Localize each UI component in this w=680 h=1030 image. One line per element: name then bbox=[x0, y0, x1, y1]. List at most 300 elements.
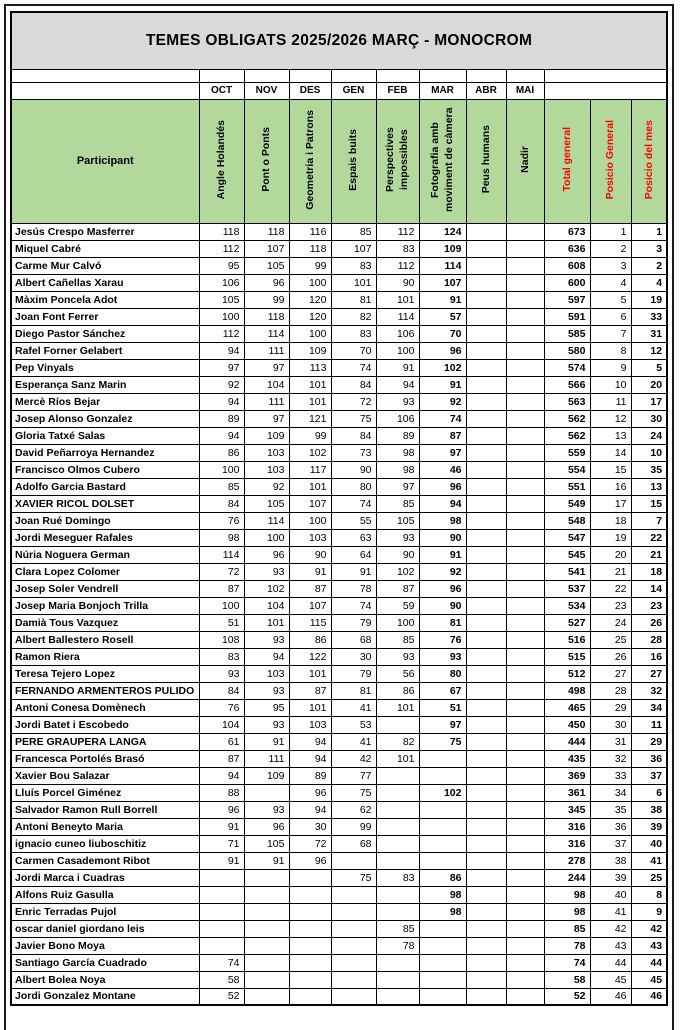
score-cell-des: 118 bbox=[289, 240, 331, 257]
month-header-mai: MAI bbox=[506, 82, 544, 99]
spacer-cell bbox=[466, 69, 506, 82]
pos-mes-cell: 24 bbox=[631, 427, 667, 444]
pos-general-cell: 46 bbox=[590, 988, 631, 1005]
score-cell-abr bbox=[466, 682, 506, 699]
pos-mes-cell: 41 bbox=[631, 852, 667, 869]
score-cell-feb: 85 bbox=[376, 631, 419, 648]
score-cell-feb: 93 bbox=[376, 393, 419, 410]
pos-general-cell: 17 bbox=[590, 495, 631, 512]
pos-mes-column-header bbox=[631, 99, 667, 223]
participant-name: Jordi Marca i Cuadras bbox=[11, 869, 199, 886]
score-cell-abr bbox=[466, 733, 506, 750]
total-cell: 512 bbox=[544, 665, 590, 682]
score-cell-des: 30 bbox=[289, 818, 331, 835]
score-cell-mar bbox=[419, 954, 466, 971]
score-cell-oct: 112 bbox=[199, 240, 244, 257]
participant-name: Miquel Cabré bbox=[11, 240, 199, 257]
score-cell-mar: 94 bbox=[419, 495, 466, 512]
score-cell-mai bbox=[506, 971, 544, 988]
score-cell-oct: 61 bbox=[199, 733, 244, 750]
spacer-cell bbox=[199, 69, 244, 82]
score-cell-des: 116 bbox=[289, 223, 331, 240]
score-cell-mar: 92 bbox=[419, 393, 466, 410]
participant-name: Jordi Meseguer Rafales bbox=[11, 529, 199, 546]
score-cell-mar: 76 bbox=[419, 631, 466, 648]
month-header-abr: ABR bbox=[466, 82, 506, 99]
score-cell-nov: 105 bbox=[244, 257, 289, 274]
pos-mes-cell: 15 bbox=[631, 495, 667, 512]
score-cell-des: 91 bbox=[289, 563, 331, 580]
participant-name: Josep Maria Bonjoch Trilla bbox=[11, 597, 199, 614]
pos-mes-cell: 13 bbox=[631, 478, 667, 495]
score-cell-mai bbox=[506, 835, 544, 852]
score-cell-abr bbox=[466, 257, 506, 274]
score-cell-feb: 112 bbox=[376, 257, 419, 274]
score-cell-mai bbox=[506, 937, 544, 954]
score-cell-feb: 112 bbox=[376, 223, 419, 240]
theme-label: Espais buits bbox=[347, 128, 360, 191]
score-cell-des bbox=[289, 869, 331, 886]
table-row bbox=[11, 410, 667, 427]
total-cell: 465 bbox=[544, 699, 590, 716]
total-cell: 636 bbox=[544, 240, 590, 257]
score-cell-nov: 93 bbox=[244, 716, 289, 733]
table-row bbox=[11, 954, 667, 971]
theme-column-header bbox=[466, 99, 506, 223]
participant-name: Joan Font Ferrer bbox=[11, 308, 199, 325]
score-cell-mai bbox=[506, 478, 544, 495]
score-cell-feb: 85 bbox=[376, 920, 419, 937]
score-cell-feb bbox=[376, 971, 419, 988]
participant-name: Josep Soler Vendrell bbox=[11, 580, 199, 597]
score-cell-feb bbox=[376, 818, 419, 835]
score-cell-mar: 96 bbox=[419, 342, 466, 359]
participant-name: oscar daniel giordano leis bbox=[11, 920, 199, 937]
score-cell-des: 90 bbox=[289, 546, 331, 563]
score-cell-nov: 103 bbox=[244, 665, 289, 682]
table-row bbox=[11, 818, 667, 835]
score-cell-gen: 99 bbox=[331, 818, 376, 835]
score-cell-mai bbox=[506, 631, 544, 648]
score-cell-abr bbox=[466, 410, 506, 427]
table-row bbox=[11, 716, 667, 733]
total-cell: 98 bbox=[544, 886, 590, 903]
score-cell-oct bbox=[199, 920, 244, 937]
pos-general-cell: 4 bbox=[590, 274, 631, 291]
score-cell-nov bbox=[244, 920, 289, 937]
score-cell-oct: 105 bbox=[199, 291, 244, 308]
score-cell-mai bbox=[506, 461, 544, 478]
total-cell: 78 bbox=[544, 937, 590, 954]
participant-name: Teresa Tejero Lopez bbox=[11, 665, 199, 682]
theme-column-header bbox=[199, 99, 244, 223]
score-cell-feb: 89 bbox=[376, 427, 419, 444]
table-row bbox=[11, 257, 667, 274]
pos-mes-cell: 30 bbox=[631, 410, 667, 427]
score-cell-nov: 93 bbox=[244, 801, 289, 818]
score-cell-oct: 100 bbox=[199, 461, 244, 478]
theme-column-header bbox=[331, 99, 376, 223]
pos-general-cell: 42 bbox=[590, 920, 631, 937]
spacer-row bbox=[11, 69, 667, 82]
table-row bbox=[11, 869, 667, 886]
score-cell-oct: 74 bbox=[199, 954, 244, 971]
spacer-cell bbox=[376, 69, 419, 82]
score-cell-mai bbox=[506, 750, 544, 767]
score-cell-abr bbox=[466, 716, 506, 733]
score-cell-abr bbox=[466, 461, 506, 478]
score-cell-nov: 111 bbox=[244, 393, 289, 410]
score-cell-mai bbox=[506, 699, 544, 716]
total-cell: 673 bbox=[544, 223, 590, 240]
score-cell-des: 103 bbox=[289, 529, 331, 546]
pos-general-cell: 7 bbox=[590, 325, 631, 342]
score-cell-gen: 62 bbox=[331, 801, 376, 818]
pos-mes-cell: 32 bbox=[631, 682, 667, 699]
participant-name: Albert Bolea Noya bbox=[11, 971, 199, 988]
score-cell-oct: 97 bbox=[199, 359, 244, 376]
score-cell-feb: 59 bbox=[376, 597, 419, 614]
total-cell: 278 bbox=[544, 852, 590, 869]
score-cell-mai bbox=[506, 444, 544, 461]
participant-name: Pep Vinyals bbox=[11, 359, 199, 376]
pos-general-cell: 20 bbox=[590, 546, 631, 563]
score-cell-des: 96 bbox=[289, 852, 331, 869]
score-cell-nov: 111 bbox=[244, 750, 289, 767]
participant-name: Santiago García Cuadrado bbox=[11, 954, 199, 971]
score-cell-abr bbox=[466, 614, 506, 631]
score-cell-nov: 109 bbox=[244, 427, 289, 444]
pos-general-cell: 1 bbox=[590, 223, 631, 240]
participant-name: Màxim Poncela Adot bbox=[11, 291, 199, 308]
participant-name: PERE GRAUPERA LANGA bbox=[11, 733, 199, 750]
score-cell-mar: 86 bbox=[419, 869, 466, 886]
score-cell-mar: 46 bbox=[419, 461, 466, 478]
theme-column-header bbox=[376, 99, 419, 223]
total-cell: 547 bbox=[544, 529, 590, 546]
pos-mes-cell: 20 bbox=[631, 376, 667, 393]
score-cell-feb bbox=[376, 835, 419, 852]
score-cell-feb bbox=[376, 903, 419, 920]
table-row bbox=[11, 393, 667, 410]
score-cell-feb: 87 bbox=[376, 580, 419, 597]
score-cell-oct: 76 bbox=[199, 699, 244, 716]
score-cell-feb: 93 bbox=[376, 529, 419, 546]
score-cell-mai bbox=[506, 342, 544, 359]
pos-mes-cell: 35 bbox=[631, 461, 667, 478]
score-cell-gen: 42 bbox=[331, 750, 376, 767]
score-cell-mar bbox=[419, 920, 466, 937]
score-cell-abr bbox=[466, 767, 506, 784]
score-cell-mar: 96 bbox=[419, 478, 466, 495]
month-header-mar: MAR bbox=[419, 82, 466, 99]
score-cell-mai bbox=[506, 291, 544, 308]
score-cell-nov: 95 bbox=[244, 699, 289, 716]
score-cell-abr bbox=[466, 784, 506, 801]
score-cell-abr bbox=[466, 529, 506, 546]
score-cell-mai bbox=[506, 818, 544, 835]
score-cell-abr bbox=[466, 291, 506, 308]
score-cell-gen: 81 bbox=[331, 291, 376, 308]
score-cell-mar: 91 bbox=[419, 546, 466, 563]
table-row bbox=[11, 682, 667, 699]
score-cell-oct: 100 bbox=[199, 308, 244, 325]
theme-label: Angle Holandés bbox=[215, 119, 228, 200]
pos-mes-cell: 31 bbox=[631, 325, 667, 342]
total-cell: 498 bbox=[544, 682, 590, 699]
pos-mes-cell: 40 bbox=[631, 835, 667, 852]
score-cell-oct: 98 bbox=[199, 529, 244, 546]
table-row bbox=[11, 308, 667, 325]
pos-mes-cell: 42 bbox=[631, 920, 667, 937]
participant-name: Antoni Beneyto Maria bbox=[11, 818, 199, 835]
table-row bbox=[11, 427, 667, 444]
pos-mes-cell: 1 bbox=[631, 223, 667, 240]
score-cell-nov: 99 bbox=[244, 291, 289, 308]
score-cell-oct: 86 bbox=[199, 444, 244, 461]
score-cell-nov: 91 bbox=[244, 852, 289, 869]
score-cell-mai bbox=[506, 869, 544, 886]
table-row bbox=[11, 359, 667, 376]
score-cell-nov: 103 bbox=[244, 444, 289, 461]
participant-column-header: Participant bbox=[11, 99, 199, 223]
score-cell-abr bbox=[466, 903, 506, 920]
total-cell: 537 bbox=[544, 580, 590, 597]
score-cell-feb: 101 bbox=[376, 750, 419, 767]
total-cell: 580 bbox=[544, 342, 590, 359]
score-cell-des: 99 bbox=[289, 257, 331, 274]
score-cell-feb: 83 bbox=[376, 240, 419, 257]
pos-general-cell: 12 bbox=[590, 410, 631, 427]
score-cell-nov: 105 bbox=[244, 835, 289, 852]
score-cell-gen: 53 bbox=[331, 716, 376, 733]
score-cell-feb: 56 bbox=[376, 665, 419, 682]
score-cell-gen: 64 bbox=[331, 546, 376, 563]
score-cell-nov: 101 bbox=[244, 614, 289, 631]
score-cell-abr bbox=[466, 648, 506, 665]
pos-general-cell: 8 bbox=[590, 342, 631, 359]
participant-name: Rafel Forner Gelabert bbox=[11, 342, 199, 359]
score-cell-oct: 52 bbox=[199, 988, 244, 1005]
pos-mes-cell: 36 bbox=[631, 750, 667, 767]
total-cell: 562 bbox=[544, 427, 590, 444]
pos-mes-cell: 9 bbox=[631, 903, 667, 920]
score-cell-abr bbox=[466, 937, 506, 954]
score-cell-mai bbox=[506, 495, 544, 512]
score-cell-abr bbox=[466, 699, 506, 716]
score-cell-gen: 85 bbox=[331, 223, 376, 240]
pos-general-cell: 2 bbox=[590, 240, 631, 257]
table-row bbox=[11, 342, 667, 359]
pos-mes-cell: 45 bbox=[631, 971, 667, 988]
score-cell-gen: 107 bbox=[331, 240, 376, 257]
participant-name: Francisco Olmos Cubero bbox=[11, 461, 199, 478]
score-cell-oct: 106 bbox=[199, 274, 244, 291]
score-cell-feb bbox=[376, 716, 419, 733]
pos-general-cell: 43 bbox=[590, 937, 631, 954]
spacer-cell bbox=[331, 69, 376, 82]
score-cell-des bbox=[289, 971, 331, 988]
table-row bbox=[11, 223, 667, 240]
score-cell-abr bbox=[466, 274, 506, 291]
pos-general-cell: 6 bbox=[590, 308, 631, 325]
score-cell-nov: 104 bbox=[244, 376, 289, 393]
pos-general-cell: 36 bbox=[590, 818, 631, 835]
score-cell-oct: 100 bbox=[199, 597, 244, 614]
pos-general-cell: 41 bbox=[590, 903, 631, 920]
score-cell-mar: 97 bbox=[419, 444, 466, 461]
score-cell-des: 103 bbox=[289, 716, 331, 733]
spacer-cell bbox=[419, 69, 466, 82]
score-cell-abr bbox=[466, 376, 506, 393]
score-cell-feb: 106 bbox=[376, 325, 419, 342]
score-cell-mai bbox=[506, 393, 544, 410]
pos-general-cell: 31 bbox=[590, 733, 631, 750]
score-cell-feb: 85 bbox=[376, 495, 419, 512]
score-cell-mai bbox=[506, 240, 544, 257]
score-cell-oct: 85 bbox=[199, 478, 244, 495]
total-cell: 527 bbox=[544, 614, 590, 631]
month-header-oct: OCT bbox=[199, 82, 244, 99]
theme-column-header bbox=[289, 99, 331, 223]
pos-mes-cell: 38 bbox=[631, 801, 667, 818]
score-cell-oct: 91 bbox=[199, 818, 244, 835]
score-cell-oct: 92 bbox=[199, 376, 244, 393]
participant-name: Esperança Sanz Marin bbox=[11, 376, 199, 393]
score-cell-gen: 30 bbox=[331, 648, 376, 665]
pos-mes-cell: 39 bbox=[631, 818, 667, 835]
score-cell-mai bbox=[506, 954, 544, 971]
score-cell-feb: 97 bbox=[376, 478, 419, 495]
score-cell-mai bbox=[506, 852, 544, 869]
score-cell-mai bbox=[506, 767, 544, 784]
table-row bbox=[11, 920, 667, 937]
pos-general-cell: 3 bbox=[590, 257, 631, 274]
score-cell-mai bbox=[506, 529, 544, 546]
pos-mes-cell: 21 bbox=[631, 546, 667, 563]
score-cell-mar: 107 bbox=[419, 274, 466, 291]
score-cell-abr bbox=[466, 920, 506, 937]
score-cell-gen bbox=[331, 937, 376, 954]
score-cell-gen: 68 bbox=[331, 631, 376, 648]
score-cell-des: 115 bbox=[289, 614, 331, 631]
score-cell-mar: 98 bbox=[419, 903, 466, 920]
table-row bbox=[11, 325, 667, 342]
column-header-row bbox=[11, 99, 667, 223]
score-cell-mar: 97 bbox=[419, 716, 466, 733]
table-row bbox=[11, 563, 667, 580]
total-column-header bbox=[544, 99, 590, 223]
participant-name: ignacio cuneo liuboschitiz bbox=[11, 835, 199, 852]
pos-general-cell: 29 bbox=[590, 699, 631, 716]
pos-mes-cell: 18 bbox=[631, 563, 667, 580]
total-cell: 549 bbox=[544, 495, 590, 512]
score-cell-des: 94 bbox=[289, 733, 331, 750]
score-cell-feb: 101 bbox=[376, 291, 419, 308]
score-cell-oct: 91 bbox=[199, 852, 244, 869]
pos-mes-cell: 25 bbox=[631, 869, 667, 886]
score-cell-des: 101 bbox=[289, 393, 331, 410]
score-cell-nov: 93 bbox=[244, 563, 289, 580]
score-cell-abr bbox=[466, 240, 506, 257]
score-cell-mai bbox=[506, 223, 544, 240]
participant-name: Jesús Crespo Masferrer bbox=[11, 223, 199, 240]
score-cell-feb: 114 bbox=[376, 308, 419, 325]
score-cell-des bbox=[289, 920, 331, 937]
score-cell-mar: 51 bbox=[419, 699, 466, 716]
months-row-empty-cell bbox=[544, 82, 667, 99]
months-row-empty-cell bbox=[11, 82, 199, 99]
score-cell-mai bbox=[506, 733, 544, 750]
score-cell-gen bbox=[331, 886, 376, 903]
score-cell-gen: 81 bbox=[331, 682, 376, 699]
score-cell-gen bbox=[331, 971, 376, 988]
score-cell-gen: 79 bbox=[331, 614, 376, 631]
pos-mes-cell: 44 bbox=[631, 954, 667, 971]
score-cell-des: 101 bbox=[289, 478, 331, 495]
score-cell-mar: 93 bbox=[419, 648, 466, 665]
pos-general-cell: 40 bbox=[590, 886, 631, 903]
score-cell-gen: 84 bbox=[331, 427, 376, 444]
score-cell-abr bbox=[466, 869, 506, 886]
score-cell-des: 87 bbox=[289, 580, 331, 597]
score-cell-mar bbox=[419, 818, 466, 835]
score-cell-gen bbox=[331, 903, 376, 920]
score-cell-abr bbox=[466, 325, 506, 342]
page-title: TEMES OBLIGATS 2025/2026 MARÇ - MONOCROM bbox=[11, 12, 667, 69]
table-row bbox=[11, 784, 667, 801]
pos-general-cell: 5 bbox=[590, 291, 631, 308]
score-cell-nov: 102 bbox=[244, 580, 289, 597]
score-cell-nov: 94 bbox=[244, 648, 289, 665]
score-cell-mar: 91 bbox=[419, 291, 466, 308]
pos-general-cell: 10 bbox=[590, 376, 631, 393]
score-cell-oct: 83 bbox=[199, 648, 244, 665]
score-cell-gen bbox=[331, 954, 376, 971]
total-cell: 74 bbox=[544, 954, 590, 971]
participant-name: Núria Noguera German bbox=[11, 546, 199, 563]
score-cell-abr bbox=[466, 495, 506, 512]
score-cell-abr bbox=[466, 818, 506, 835]
score-cell-des: 107 bbox=[289, 597, 331, 614]
score-cell-des: 94 bbox=[289, 801, 331, 818]
participant-name: Josep Alonso Gonzalez bbox=[11, 410, 199, 427]
score-cell-des: 100 bbox=[289, 274, 331, 291]
score-cell-mai bbox=[506, 546, 544, 563]
score-cell-mai bbox=[506, 580, 544, 597]
score-cell-oct: 72 bbox=[199, 563, 244, 580]
total-cell: 554 bbox=[544, 461, 590, 478]
score-cell-nov: 96 bbox=[244, 818, 289, 835]
score-cell-des: 101 bbox=[289, 376, 331, 393]
score-cell-nov: 109 bbox=[244, 767, 289, 784]
score-cell-des: 100 bbox=[289, 512, 331, 529]
pos-mes-cell: 2 bbox=[631, 257, 667, 274]
score-cell-mai bbox=[506, 784, 544, 801]
total-cell: 450 bbox=[544, 716, 590, 733]
score-cell-mar: 90 bbox=[419, 597, 466, 614]
month-header-feb: FEB bbox=[376, 82, 419, 99]
score-cell-mai bbox=[506, 801, 544, 818]
spacer-cell bbox=[544, 69, 667, 82]
total-cell: 559 bbox=[544, 444, 590, 461]
score-cell-feb: 100 bbox=[376, 342, 419, 359]
table-row bbox=[11, 529, 667, 546]
score-cell-gen: 68 bbox=[331, 835, 376, 852]
score-cell-mar: 75 bbox=[419, 733, 466, 750]
participant-name: Antoni Conesa Domènech bbox=[11, 699, 199, 716]
table-row bbox=[11, 767, 667, 784]
